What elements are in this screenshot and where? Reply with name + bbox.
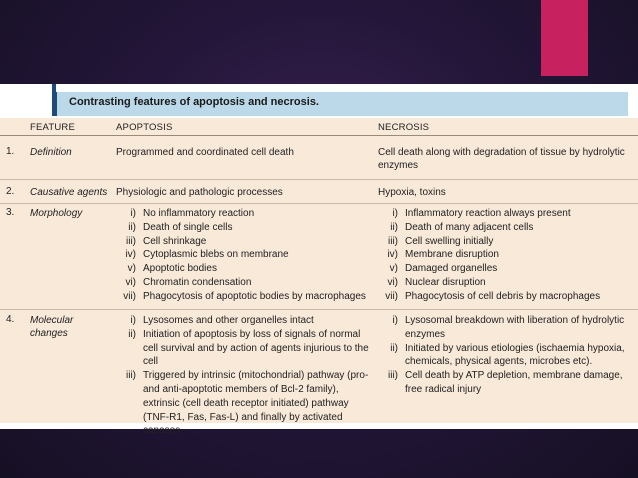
table-header-row	[0, 118, 638, 136]
list-item: ii) Death of single cells	[128, 221, 233, 233]
table-row-morphology	[0, 207, 638, 310]
list-item: iv) Membrane disruption	[387, 249, 499, 261]
row-feature: Causative agents	[30, 187, 108, 198]
table-title: Contrasting features of apoptosis and necrosis.	[69, 96, 319, 108]
apoptosis-molecular-list	[116, 314, 373, 438]
table-row-molecular-changes	[0, 314, 638, 437]
row-feature: Morphology	[30, 208, 83, 219]
list-item: vi) Nuclear disruption	[387, 276, 486, 288]
list-item: ii) Death of many adjacent cells	[390, 221, 534, 233]
row-number: 3.	[6, 207, 15, 218]
row-apoptosis-text: Physiologic and pathologic processes	[116, 187, 283, 198]
necrosis-molecular-list	[378, 314, 633, 397]
list-item: i) Lysosomal breakdown with liberation of hydrolytic enzymes	[392, 315, 625, 340]
bottom-background-band	[0, 429, 638, 478]
list-item: vii) Phagocytosis of cell debris by macrophages	[385, 290, 601, 302]
pink-accent-block	[541, 0, 588, 76]
list-item: i) Lysosomes and other organelles intact	[130, 315, 314, 326]
list-item: ii) Initiated by various etiologies (ischaemia hypoxia, chemicals, physical agents, microbes etc).	[390, 342, 625, 368]
row-necrosis-text: Cell death along with degradation of tissue by hydrolytic enzymes	[378, 147, 625, 171]
header-apoptosis: APOPTOSIS	[116, 122, 173, 133]
title-accent-rule	[52, 84, 56, 92]
list-item: vii) Phagocytosis of apoptotic bodies by macrophages	[123, 290, 366, 302]
list-item: iii) Cell death by ATP depletion, membrane damage, free radical injury	[388, 370, 623, 395]
row-number: 2.	[6, 186, 15, 197]
row-apoptosis-text: Programmed and coordinated cell death	[116, 147, 294, 158]
header-feature: FEATURE	[30, 122, 76, 133]
list-item: iii) Triggered by intrinsic (mitochondrial) pathway (pro- and anti-apoptotic members of Bcl-2 family), extrinsic (cell death receptor initiated) pathway (TNF-R1, Fas, Fas-L) and finally by activated capases	[126, 370, 369, 437]
list-item: ii) Initiation of apoptosis by loss of signals of normal cell survival and by action of agents injurious to the cell	[128, 328, 369, 368]
list-item: iii) Cell shrinkage	[126, 235, 207, 247]
table-row-causative-agents	[0, 186, 638, 204]
table-slide	[0, 84, 638, 437]
list-item: iii) Cell swelling initially	[388, 235, 494, 247]
list-item: v) Damaged organelles	[389, 263, 498, 275]
list-item: vi) Chromatin condensation	[125, 276, 252, 288]
comparison-table	[0, 118, 638, 437]
table-title-bar	[52, 92, 628, 116]
row-feature: Molecular changes	[30, 315, 74, 339]
row-number: 1.	[6, 146, 15, 157]
apoptosis-morphology-list	[116, 207, 371, 304]
list-item: i) Inflammatory reaction always present	[392, 208, 571, 219]
necrosis-morphology-list	[378, 207, 633, 304]
list-item: iv) Cytoplasmic blebs on membrane	[125, 249, 289, 261]
row-necrosis-text: Hypoxia, toxins	[378, 187, 446, 198]
row-number: 4.	[6, 314, 15, 325]
row-feature: Definition	[30, 147, 72, 158]
list-item: i) No inflammatory reaction	[130, 208, 255, 219]
table-row-definition	[0, 146, 638, 180]
header-necrosis: NECROSIS	[378, 122, 430, 133]
list-item: v) Apoptotic bodies	[127, 263, 217, 275]
